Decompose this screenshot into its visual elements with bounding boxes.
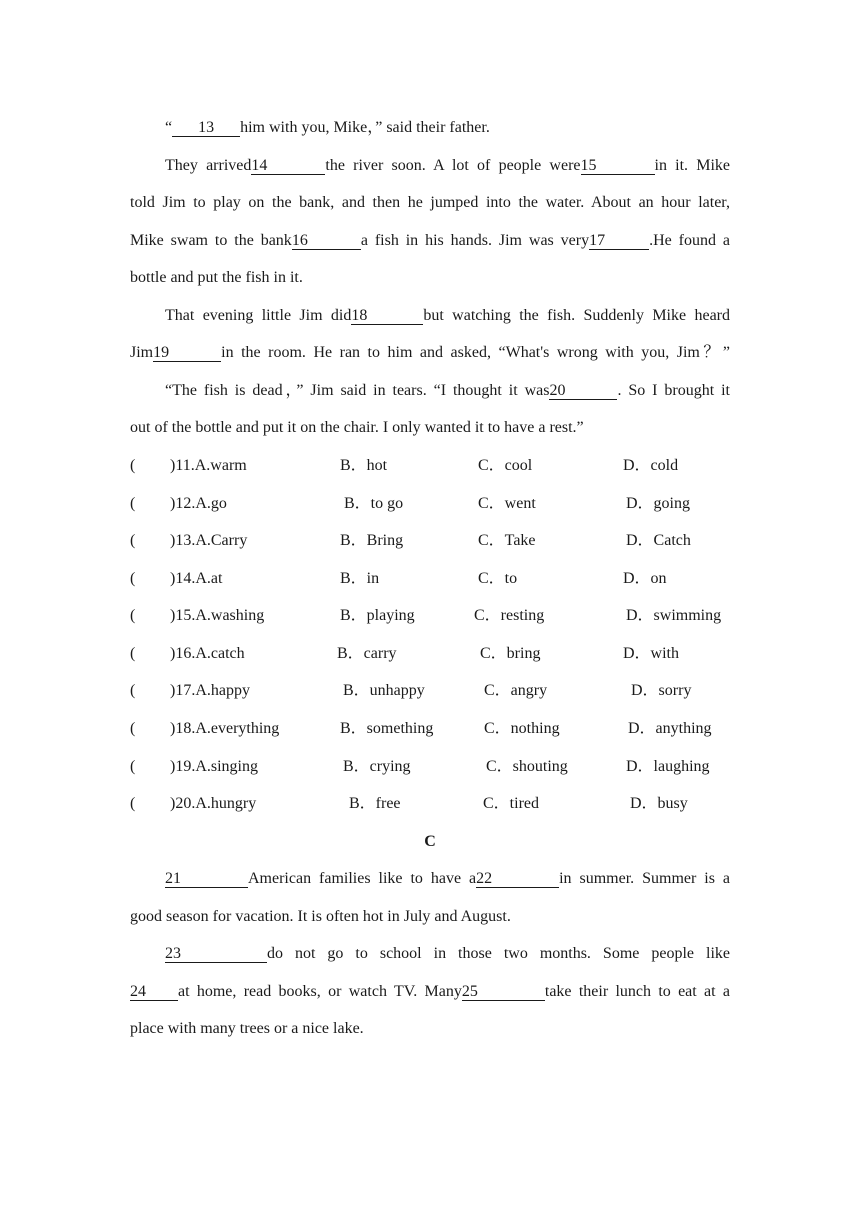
option-b: B．free: [349, 795, 401, 812]
option-c: C．bring: [480, 645, 541, 662]
option-c: C．shouting: [486, 758, 568, 775]
option-d: D．anything: [628, 720, 712, 737]
passage-text: That evening little Jim did: [165, 307, 352, 324]
passage-text: take their lunch to eat at a: [544, 983, 731, 1000]
blank-22: 22: [476, 870, 559, 888]
question-row: [130, 605, 740, 627]
option-c: C．went: [478, 495, 536, 512]
passage-line-3: [130, 192, 730, 214]
passage-line-8: [165, 380, 730, 402]
passage-text: a fish in his hands. Jim was very: [360, 232, 590, 249]
option-a: )19.A.singing: [170, 758, 258, 775]
passage-text: “The fish is dead，” Jim said in tears. “I thought it was: [165, 382, 550, 399]
option-b: B．crying: [343, 758, 411, 775]
option-c: C．nothing: [484, 720, 560, 737]
option-d: D．cold: [623, 457, 679, 474]
passage-text: place with many trees or a nice lake.: [130, 1020, 364, 1037]
blank-24: 24: [130, 983, 178, 1001]
answer-paren: (: [130, 457, 136, 474]
option-b: B．Bring: [340, 532, 404, 549]
question-row: [130, 643, 740, 665]
passage-c-line-3: [165, 943, 730, 965]
option-d: D．laughing: [626, 758, 710, 775]
passage-text: at home, read books, or watch TV. Many: [178, 983, 462, 1000]
option-c: C．to: [478, 570, 518, 587]
question-row: [130, 793, 740, 815]
option-a: )14.A.at: [170, 570, 223, 587]
blank-15: 15: [581, 157, 655, 175]
blank-20: 20: [549, 382, 617, 400]
question-row: [130, 680, 740, 702]
option-d: D．swimming: [626, 607, 722, 624]
option-b: B．playing: [340, 607, 415, 624]
option-c: C．angry: [484, 682, 548, 699]
passage-text: but watching the fish. Suddenly Mike heard: [423, 307, 730, 324]
answer-paren: (: [130, 682, 136, 699]
passage-text: him with you, Mike，” said their father.: [240, 119, 490, 136]
passage-text: Mike swam to the bank: [130, 232, 292, 249]
blank-16: 16: [292, 232, 361, 250]
option-b: B．carry: [337, 645, 397, 662]
passage-text: Jim: [130, 344, 154, 361]
passage-text: good season for vacation. It is often hot in July and August.: [130, 908, 511, 925]
blank-23: 23: [165, 945, 267, 963]
option-d: D．sorry: [631, 682, 692, 699]
passage-text: in the room. He ran to him and asked, “What's wrong with you, Jim？”: [221, 344, 730, 361]
option-d: D．on: [623, 570, 667, 587]
option-a: )12.A.go: [170, 495, 227, 512]
answer-paren: (: [130, 570, 136, 587]
passage-line-5: [130, 267, 730, 289]
passage-c-line-5: [130, 1018, 730, 1040]
passage-line-9: [130, 417, 730, 439]
passage-c-line-4: [130, 981, 730, 1003]
passage-text: in summer. Summer is a: [559, 870, 731, 887]
blank-14: 14: [251, 157, 325, 175]
section-heading: C: [424, 833, 436, 850]
passage-line-1: [165, 117, 730, 139]
answer-paren: (: [130, 607, 136, 624]
passage-text: in it. Mike: [654, 157, 731, 174]
answer-paren: (: [130, 645, 136, 662]
option-a: )16.A.catch: [170, 645, 245, 662]
answer-paren: (: [130, 758, 136, 775]
answer-paren: (: [130, 720, 136, 737]
answer-paren: (: [130, 495, 136, 512]
passage-c-line-2: [130, 906, 730, 928]
option-d: D．going: [626, 495, 691, 512]
blank-19: 19: [153, 344, 221, 362]
blank-13: 13: [172, 119, 240, 137]
blank-25: 25: [462, 983, 545, 1001]
option-a: )13.A.Carry: [170, 532, 248, 549]
option-b: B．hot: [340, 457, 388, 474]
passage-text: do not go to school in those two months. Some people like: [267, 945, 730, 962]
option-b: B．something: [340, 720, 434, 737]
option-c: C．tired: [483, 795, 539, 812]
option-a: )15.A.washing: [170, 607, 265, 624]
passage-text: bottle and put the fish in it.: [130, 269, 303, 286]
question-row: [130, 530, 740, 552]
answer-paren: (: [130, 795, 136, 812]
option-a: )17.A.happy: [170, 682, 250, 699]
question-row: [130, 568, 740, 590]
question-row: [130, 718, 740, 740]
passage-text: .He found a: [649, 232, 730, 249]
passage-text: told Jim to play on the bank, and then he jumped into the water. About an hour later,: [130, 194, 730, 211]
option-d: D．Catch: [626, 532, 691, 549]
passage-c-line-1: [165, 868, 730, 890]
blank-17: 17: [589, 232, 649, 250]
passage-text: out of the bottle and put it on the chair. I only wanted it to have a rest.”: [130, 419, 584, 436]
question-row: [130, 455, 740, 477]
passage-text: the river soon. A lot of people were: [325, 157, 581, 174]
question-row: [130, 493, 740, 515]
option-b: B．unhappy: [343, 682, 425, 699]
passage-text: They arrived: [165, 157, 252, 174]
blank-21: 21: [165, 870, 248, 888]
passage-line-4: [130, 230, 730, 252]
passage-line-7: [130, 342, 730, 364]
option-d: D．busy: [630, 795, 688, 812]
open-quote: “: [165, 119, 173, 136]
answer-paren: (: [130, 532, 136, 549]
option-b: B．in: [340, 570, 380, 587]
option-d: D．with: [623, 645, 680, 662]
option-a: )20.A.hungry: [170, 795, 257, 812]
question-row: [130, 756, 740, 778]
blank-18: 18: [351, 307, 423, 325]
option-c: C．cool: [478, 457, 533, 474]
passage-text: American families like to have a: [248, 870, 477, 887]
option-c: C．Take: [478, 532, 536, 549]
option-b: B．to go: [344, 495, 404, 512]
option-a: )11.A.warm: [170, 457, 247, 474]
option-a: )18.A.everything: [170, 720, 280, 737]
passage-line-2: [165, 155, 730, 177]
option-c: C．resting: [474, 607, 545, 624]
passage-text: . So I brought it: [617, 382, 730, 399]
passage-line-6: [165, 305, 730, 327]
